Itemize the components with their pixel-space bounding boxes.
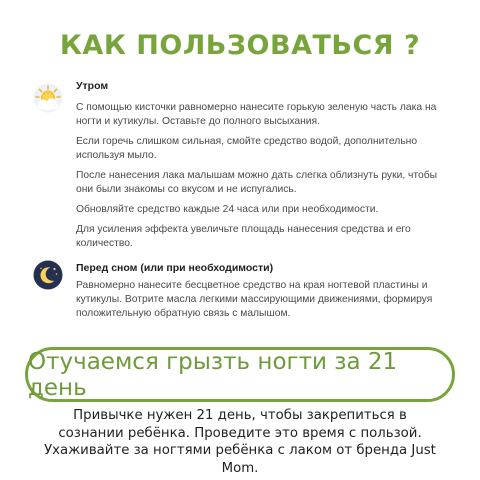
- footer-text: Привычке нужен 21 день, чтобы закрепиться в сознании ребёнка. Проведите это время с пользой. Ухаживайте за ногтями ребёнка с лаком от бренда Just Mom.: [44, 408, 436, 476]
- morning-paragraph: С помощью кисточки равномерно нанесите горькую зеленую часть лака на ногти и кутикулы. Оставьте до полного высыхания.: [76, 102, 437, 127]
- morning-heading: Утром: [76, 80, 109, 92]
- morning-paragraph: После нанесения лака малышам можно дать слегка облизнуть руки, чтобы они были знакомы со вкусом и не испугались.: [76, 170, 438, 195]
- sun-cloud-icon: [33, 83, 63, 113]
- morning-paragraph: Если горечь слишком сильная, смойте средство водой, дополнительно используя мыло.: [76, 136, 418, 161]
- night-paragraph: Равномерно нанесите бесцветное средство на края ногтевой пластины и кутикулы. Вотрите масла легкими массирующими движениями, формируя положительную обратную связь с малышом.: [76, 280, 433, 319]
- habit-banner: [25, 347, 455, 402]
- night-section: [76, 262, 456, 327]
- morning-section: [76, 80, 456, 257]
- moon-stars-icon: [33, 260, 63, 290]
- night-heading: Перед сном (или при необходимости): [76, 262, 274, 274]
- banner-text: Отучаемся грызть ногти за 21 день: [28, 348, 398, 401]
- morning-paragraph: Для усиления эффекта увеличьте площадь нанесения средства и его количество.: [76, 224, 411, 249]
- morning-paragraph: Обновляйте средство каждые 24 часа или при необходимости.: [76, 204, 379, 215]
- page-title: КАК ПОЛЬЗОВАТЬСЯ ?: [59, 30, 421, 61]
